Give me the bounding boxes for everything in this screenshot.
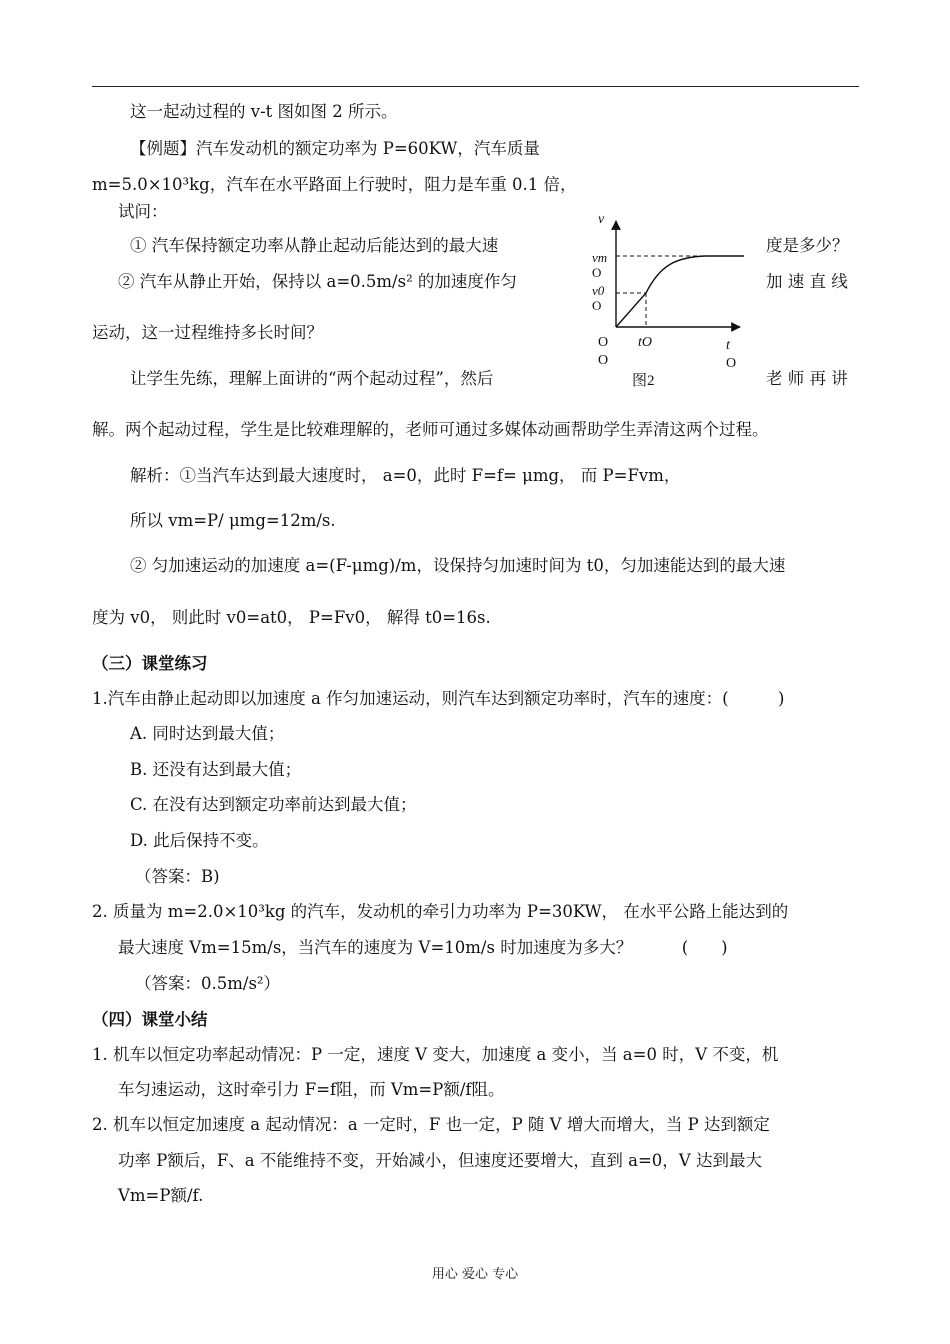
summary-1-cont: 车匀速运动，这时牵引力 F=f阻，而 Vm=P额/f阻。 <box>118 1080 505 1099</box>
label-origin: O <box>598 335 609 350</box>
vt-graph <box>580 205 750 405</box>
answer-2: （答案：0.5m/s²） <box>135 974 281 993</box>
text-line: 度为 v0， 则此时 v0=at0， P=Fv0， 解得 t0=16s. <box>92 608 491 627</box>
text-line: 解。两个起动过程，学生是比较难理解的，老师可通过多媒体动画帮助学生弄清这两个过程。 <box>92 420 769 439</box>
velocity-curve <box>616 256 744 327</box>
label-o: O <box>726 356 737 371</box>
text-line: ② 汽车从静止开始，保持以 a=0.5m/s² 的加速度作匀 <box>118 272 517 291</box>
summary-1: 1. 机车以恒定功率起动情况：P 一定，速度 V 变大，加速度 a 变小，当 a=0 时，V 不变，机 <box>92 1045 779 1064</box>
text-line: 老 师 再 讲 <box>766 369 848 388</box>
summary-2: 2. 机车以恒定加速度 a 起动情况：a 一定时，F 也一定，P 随 V 增大而增大，当 P 达到额定 <box>92 1115 770 1134</box>
summary-2-cont: Vm=P额/f. <box>118 1186 204 1205</box>
text-line: 加 速 直 线 <box>766 272 848 291</box>
vt-graph-figure <box>580 205 750 405</box>
label-t: t <box>726 338 730 353</box>
text-line: 所以 vm=P/ μmg=12m/s. <box>130 511 336 530</box>
label-t0: tO <box>638 335 652 350</box>
figure-caption: 图2 <box>632 373 655 389</box>
label-v: v <box>598 212 605 227</box>
text-line: 解析：①当汽车达到最大速度时， a=0，此时 F=f= μmg， 而 P=Fvm， <box>130 466 681 485</box>
section-heading: （三）课堂练习 <box>92 654 208 673</box>
summary-2-cont: 功率 P额后，F、a 不能维持不变，开始减小，但速度还要增大，直到 a=0，V 达到最大 <box>118 1151 762 1170</box>
label-o: O <box>592 265 602 280</box>
text-line: 试问： <box>118 202 168 221</box>
text-line: ① 汽车保持额定功率从静止起动后能达到的最大速 <box>130 236 499 255</box>
page-footer: 用心 爱心 专心 <box>431 1267 519 1282</box>
text-line: 度是多少？ <box>766 236 849 255</box>
question-2: 2. 质量为 m=2.0×10³kg 的汽车，发动机的牵引力功率为 P=30KW， 在水平公路上能达到的 <box>92 902 789 921</box>
label-o: O <box>592 298 602 313</box>
text-line: m=5.0×10³kg，汽车在水平路面上行驶时，阻力是车重 0.1 倍， <box>92 175 577 194</box>
label-v0: v0 <box>592 283 605 298</box>
text-line: ② 匀加速运动的加速度 a=(F-μmg)/m，设保持匀加速时间为 t0，匀加速能达到的最大速 <box>130 556 786 575</box>
header-rule <box>92 86 859 87</box>
option-a: A. 同时达到最大值； <box>130 724 285 743</box>
option-c: C. 在没有达到额定功率前达到最大值； <box>130 795 417 814</box>
text-line: 【例题】汽车发动机的额定功率为 P=60KW，汽车质量 <box>130 139 540 158</box>
text-line: 运动，这一过程维持多长时间？ <box>92 323 323 342</box>
answer-1: （答案：B) <box>135 867 220 886</box>
text-line: 让学生先练，理解上面讲的“两个起动过程”，然后 <box>130 369 494 388</box>
section-heading: （四）课堂小结 <box>92 1010 208 1029</box>
question-2-cont: 最大速度 Vm=15m/s，当汽车的速度为 V=10m/s 时加速度为多大？ ( ) <box>118 938 728 957</box>
question-1: 1.汽车由静止起动即以加速度 a 作匀加速运动，则汽车达到额定功率时，汽车的速度：( ) <box>92 689 785 708</box>
label-vm: vm <box>592 250 608 265</box>
label-o: O <box>598 353 609 368</box>
option-b: B. 还没有达到最大值； <box>130 760 302 779</box>
text-line: 这一起动过程的 v-t 图如图 2 所示。 <box>130 102 398 121</box>
option-d: D. 此后保持不变。 <box>130 831 269 850</box>
